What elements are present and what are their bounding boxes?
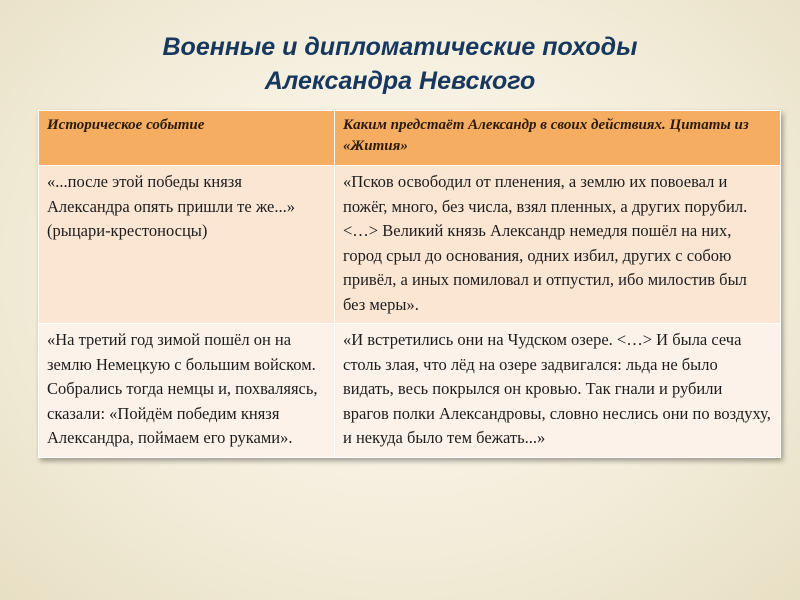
table-row [39,166,781,324]
header-historical-event: Историческое событие [39,111,335,166]
header-alexander-actions: Каким предстаёт Александр в своих действиях. Цитаты из «Жития» [335,111,781,166]
events-table [38,110,781,458]
table-row [39,324,781,458]
slide-title [60,30,740,98]
event-cell: «На третий год зимой пошёл он на землю Немецкую с большим войском. Собрались тогда немцы и, похваляясь, сказали: «Пойдём победим князя Александра, поймаем его руками». [39,324,335,458]
event-cell: «...после этой победы князя Александра опять пришли те же...» (рыцари-крестоносцы) [39,166,335,324]
slide-title-line-1: Военные и дипломатические походы [162,33,638,61]
table-header-row [39,111,781,166]
quote-cell: «И встретились они на Чудском озере. <…> И была сеча столь злая, что лёд на озере задвигался: льда не было видать, весь покрылся он кровью. Так гнали и рубили врагов полки Александровы, словно неслись они по воздуху, и некуда было тем бежать...» [335,324,781,458]
quote-cell: «Псков освободил от пленения, а землю их повоевал и пожёг, много, без числа, взял пленных, а других порубил. <…> Великий князь Александр немедля пошёл на них, город срыл до основания, одних избил, других с собою привёл, а иных помиловал и отпустил, ибо милостив был без меры». [335,166,781,324]
slide-title-line-2: Александра Невского [264,67,536,95]
